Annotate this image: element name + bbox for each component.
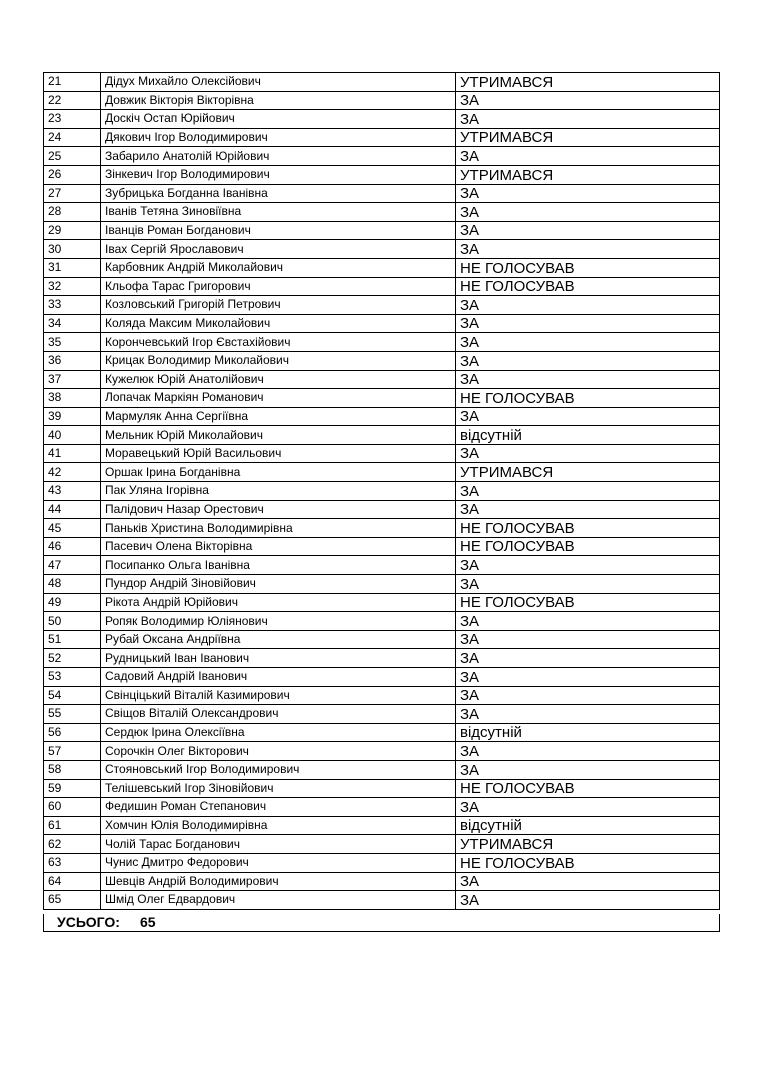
deputy-name-cell: Свінціцький Віталій Казимирович <box>101 686 456 705</box>
row-number-cell: 42 <box>44 463 101 482</box>
vote-result-cell: ЗА <box>456 482 720 501</box>
vote-result-cell: ЗА <box>456 407 720 426</box>
vote-result-cell: ЗА <box>456 668 720 687</box>
row-number-cell: 38 <box>44 389 101 408</box>
vote-result-cell: НЕ ГОЛОСУВАВ <box>456 779 720 798</box>
row-number-cell: 50 <box>44 612 101 631</box>
table-row <box>44 853 720 872</box>
row-number-cell: 39 <box>44 407 101 426</box>
table-row <box>44 649 720 668</box>
row-number-cell: 41 <box>44 444 101 463</box>
row-number-cell: 31 <box>44 258 101 277</box>
deputy-name-cell: Федишин Роман Степанович <box>101 798 456 817</box>
table-row <box>44 760 720 779</box>
table-row <box>44 593 720 612</box>
table-row <box>44 426 720 445</box>
deputy-name-cell: Козловський Григорій Петрович <box>101 296 456 315</box>
vote-result-cell: відсутній <box>456 723 720 742</box>
table-row <box>44 891 720 910</box>
deputy-name-cell: Дякович Ігор Володимирович <box>101 128 456 147</box>
table-row <box>44 519 720 538</box>
vote-result-cell: НЕ ГОЛОСУВАВ <box>456 389 720 408</box>
table-row <box>44 128 720 147</box>
vote-result-cell: НЕ ГОЛОСУВАВ <box>456 258 720 277</box>
deputy-name-cell: Мармуляк Анна Сергіївна <box>101 407 456 426</box>
vote-result-cell: ЗА <box>456 184 720 203</box>
row-number-cell: 45 <box>44 519 101 538</box>
row-number-cell: 55 <box>44 705 101 724</box>
vote-result-cell: ЗА <box>456 891 720 910</box>
row-number-cell: 59 <box>44 779 101 798</box>
deputy-name-cell: Ропяк Володимир Юліянович <box>101 612 456 631</box>
row-number-cell: 46 <box>44 537 101 556</box>
vote-result-cell: ЗА <box>456 444 720 463</box>
deputy-name-cell: Сорочкін Олег Вікторович <box>101 742 456 761</box>
table-row <box>44 575 720 594</box>
deputy-name-cell: Паньків Христина Володимирівна <box>101 519 456 538</box>
row-number-cell: 26 <box>44 165 101 184</box>
deputy-name-cell: Дідух Михайло Олексійович <box>101 73 456 92</box>
deputy-name-cell: Шмід Олег Едвардович <box>101 891 456 910</box>
vote-result-cell: ЗА <box>456 147 720 166</box>
vote-result-cell: ЗА <box>456 556 720 575</box>
vote-result-cell: ЗА <box>456 612 720 631</box>
row-number-cell: 22 <box>44 91 101 110</box>
vote-result-cell: відсутній <box>456 426 720 445</box>
table-row <box>44 91 720 110</box>
vote-result-cell: ЗА <box>456 203 720 222</box>
deputy-name-cell: Пундор Андрій Зіновійович <box>101 575 456 594</box>
deputy-name-cell: Чунис Дмитро Федорович <box>101 853 456 872</box>
row-number-cell: 37 <box>44 370 101 389</box>
vote-result-cell: ЗА <box>456 240 720 259</box>
vote-result-cell: НЕ ГОЛОСУВАВ <box>456 853 720 872</box>
table-row <box>44 147 720 166</box>
vote-result-cell: НЕ ГОЛОСУВАВ <box>456 277 720 296</box>
deputy-name-cell: Палідович Назар Орестович <box>101 500 456 519</box>
row-number-cell: 64 <box>44 872 101 891</box>
vote-result-cell: НЕ ГОЛОСУВАВ <box>456 519 720 538</box>
deputy-name-cell: Свіщов Віталій Олександрович <box>101 705 456 724</box>
table-row <box>44 184 720 203</box>
table-row <box>44 482 720 501</box>
table-row <box>44 556 720 575</box>
row-number-cell: 23 <box>44 110 101 129</box>
deputy-name-cell: Хомчин Юлія Володимирівна <box>101 816 456 835</box>
table-row <box>44 333 720 352</box>
row-number-cell: 47 <box>44 556 101 575</box>
table-row <box>44 389 720 408</box>
deputy-name-cell: Корончевський Ігор Євстахійович <box>101 333 456 352</box>
table-row <box>44 500 720 519</box>
deputy-name-cell: Телішевський Ігор Зіновійович <box>101 779 456 798</box>
deputy-name-cell: Івах Сергій Ярославович <box>101 240 456 259</box>
deputy-name-cell: Іванів Тетяна Зиновіївна <box>101 203 456 222</box>
vote-result-cell: ЗА <box>456 314 720 333</box>
vote-result-cell: УТРИМАВСЯ <box>456 835 720 854</box>
deputy-name-cell: Посипанко Ольга Іванівна <box>101 556 456 575</box>
vote-result-cell: ЗА <box>456 760 720 779</box>
vote-result-cell: ЗА <box>456 686 720 705</box>
deputy-name-cell: Забарило Анатолій Юрійович <box>101 147 456 166</box>
vote-result-cell: ЗА <box>456 575 720 594</box>
table-row <box>44 110 720 129</box>
vote-result-cell: УТРИМАВСЯ <box>456 73 720 92</box>
row-number-cell: 27 <box>44 184 101 203</box>
table-row <box>44 73 720 92</box>
vote-result-cell: ЗА <box>456 333 720 352</box>
table-row <box>44 705 720 724</box>
row-number-cell: 25 <box>44 147 101 166</box>
row-number-cell: 51 <box>44 630 101 649</box>
vote-result-cell: ЗА <box>456 91 720 110</box>
row-number-cell: 21 <box>44 73 101 92</box>
table-row <box>44 203 720 222</box>
deputy-name-cell: Стояновський Ігор Володимирович <box>101 760 456 779</box>
vote-result-cell: ЗА <box>456 500 720 519</box>
deputy-name-cell: Моравецький Юрій Васильович <box>101 444 456 463</box>
deputy-name-cell: Чолій Тарас Богданович <box>101 835 456 854</box>
vote-result-cell: ЗА <box>456 110 720 129</box>
row-number-cell: 44 <box>44 500 101 519</box>
table-row <box>44 835 720 854</box>
table-row <box>44 277 720 296</box>
deputy-name-cell: Зінкевич Ігор Володимирович <box>101 165 456 184</box>
deputy-name-cell: Кужелюк Юрій Анатолійович <box>101 370 456 389</box>
table-row <box>44 668 720 687</box>
deputy-name-cell: Пасевич Олена Вікторівна <box>101 537 456 556</box>
table-row <box>44 314 720 333</box>
row-number-cell: 36 <box>44 351 101 370</box>
deputy-name-cell: Мельник Юрій Миколайович <box>101 426 456 445</box>
deputy-name-cell: Зубрицька Богданна Іванівна <box>101 184 456 203</box>
row-number-cell: 60 <box>44 798 101 817</box>
row-number-cell: 54 <box>44 686 101 705</box>
deputy-name-cell: Оршак Ірина Богданівна <box>101 463 456 482</box>
row-number-cell: 48 <box>44 575 101 594</box>
table-row <box>44 686 720 705</box>
deputy-name-cell: Крицак Володимир Миколайович <box>101 351 456 370</box>
table-row <box>44 407 720 426</box>
row-number-cell: 35 <box>44 333 101 352</box>
deputy-name-cell: Лопачак Маркіян Романович <box>101 389 456 408</box>
row-number-cell: 34 <box>44 314 101 333</box>
table-row <box>44 723 720 742</box>
table-row <box>44 537 720 556</box>
vote-result-cell: УТРИМАВСЯ <box>456 165 720 184</box>
vote-result-cell: відсутній <box>456 816 720 835</box>
row-number-cell: 65 <box>44 891 101 910</box>
deputy-name-cell: Рудницький Іван Іванович <box>101 649 456 668</box>
vote-result-cell: ЗА <box>456 221 720 240</box>
vote-result-cell: ЗА <box>456 742 720 761</box>
table-row <box>44 258 720 277</box>
total-label: УСЬОГО: <box>57 914 120 930</box>
total-row <box>43 914 720 932</box>
row-number-cell: 43 <box>44 482 101 501</box>
deputy-name-cell: Кльофа Тарас Григорович <box>101 277 456 296</box>
table-row <box>44 351 720 370</box>
table-row <box>44 221 720 240</box>
row-number-cell: 29 <box>44 221 101 240</box>
vote-result-cell: УТРИМАВСЯ <box>456 463 720 482</box>
deputy-name-cell: Рікота Андрій Юрійович <box>101 593 456 612</box>
deputy-name-cell: Рубай Оксана Андріївна <box>101 630 456 649</box>
row-number-cell: 57 <box>44 742 101 761</box>
deputy-name-cell: Доскіч Остап Юрійович <box>101 110 456 129</box>
vote-result-cell: ЗА <box>456 705 720 724</box>
row-number-cell: 63 <box>44 853 101 872</box>
vote-result-cell: ЗА <box>456 351 720 370</box>
vote-result-cell: УТРИМАВСЯ <box>456 128 720 147</box>
deputy-name-cell: Іванців Роман Богданович <box>101 221 456 240</box>
row-number-cell: 32 <box>44 277 101 296</box>
deputy-name-cell: Карбовник Андрій Миколайович <box>101 258 456 277</box>
total-value: 65 <box>140 914 156 930</box>
deputy-name-cell: Садовий Андрій Іванович <box>101 668 456 687</box>
table-row <box>44 444 720 463</box>
vote-result-cell: НЕ ГОЛОСУВАВ <box>456 537 720 556</box>
table-row <box>44 779 720 798</box>
deputy-name-cell: Шевців Андрій Володимирович <box>101 872 456 891</box>
row-number-cell: 61 <box>44 816 101 835</box>
vote-results-table <box>43 72 720 910</box>
row-number-cell: 40 <box>44 426 101 445</box>
table-row <box>44 165 720 184</box>
table-row <box>44 612 720 631</box>
row-number-cell: 52 <box>44 649 101 668</box>
deputy-name-cell: Довжик Вікторія Вікторівна <box>101 91 456 110</box>
table-row <box>44 630 720 649</box>
vote-result-cell: ЗА <box>456 370 720 389</box>
table-row <box>44 370 720 389</box>
vote-result-cell: ЗА <box>456 798 720 817</box>
row-number-cell: 58 <box>44 760 101 779</box>
vote-result-cell: ЗА <box>456 649 720 668</box>
row-number-cell: 62 <box>44 835 101 854</box>
vote-result-cell: НЕ ГОЛОСУВАВ <box>456 593 720 612</box>
vote-result-cell: ЗА <box>456 872 720 891</box>
row-number-cell: 53 <box>44 668 101 687</box>
table-row <box>44 872 720 891</box>
deputy-name-cell: Коляда Максим Миколайович <box>101 314 456 333</box>
table-row <box>44 296 720 315</box>
table-row <box>44 463 720 482</box>
vote-result-cell: ЗА <box>456 630 720 649</box>
row-number-cell: 28 <box>44 203 101 222</box>
vote-result-cell: ЗА <box>456 296 720 315</box>
deputy-name-cell: Пак Уляна Ігорівна <box>101 482 456 501</box>
table-row <box>44 240 720 259</box>
table-row <box>44 816 720 835</box>
row-number-cell: 24 <box>44 128 101 147</box>
row-number-cell: 49 <box>44 593 101 612</box>
row-number-cell: 56 <box>44 723 101 742</box>
table-row <box>44 798 720 817</box>
row-number-cell: 33 <box>44 296 101 315</box>
table-row <box>44 742 720 761</box>
vote-rows <box>44 73 720 910</box>
row-number-cell: 30 <box>44 240 101 259</box>
deputy-name-cell: Сердюк Ірина Олексіївна <box>101 723 456 742</box>
